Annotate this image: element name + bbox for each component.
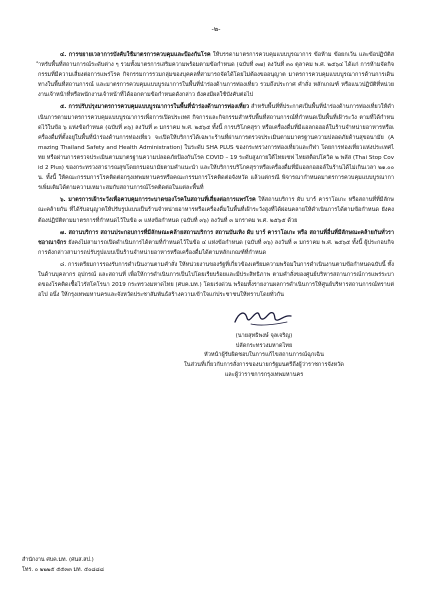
paragraph-5 [38, 102, 394, 193]
signatory-title-3: ในส่วนที่เกี่ยวกับการสั่งการของนายกรัฐมนตรีถึงผู้ว่าราชการจังหวัด [184, 362, 344, 369]
paragraph-8-body: ๘. การเตรียมการรองรับการดำเนินงานตามคำสั่ง ให้หน่วยงานของรัฐที่เกี่ยวข้องเตรียมความพร้อมในการดำเนินงานตามข้อกำหนดฉบับนี้ ทั้งในด้านบุคลากร อุปกรณ์ และสถานที่ เพื่อให้การดำเนินการเป็นไปโดยเรียบร้อยและมีประสิทธิภาพ ตามคำสั่งของศูนย์บริหารสถานการณ์การแพร่ระบาดของโรคติดเชื้อไวรัสโคโรนา 2019 กระทรวงมหาดไทย (ศบค.มท.) โดยเร่งด่วน พร้อมทั้งรายงานผลการดำเนินการให้ศูนย์บริหารสถานการณ์ทราบต่อไป อนึ่ง ให้กรุงเทพมหานครและจังหวัดประชาสัมพันธ์สร้างความเข้าใจแก่ประชาชนให้ทราบโดยทั่วกัน [38, 261, 394, 299]
page-number: -๒- [211, 25, 221, 33]
paragraph-6 [38, 195, 394, 225]
signatory-name: (นายสุทธิพงษ์ จุลเจริญ) [235, 333, 293, 340]
paragraph-8 [38, 260, 394, 300]
paragraph-5-heading: ๕. การปรับปรุงมาตรการควบคุมแบบบูรณาการในพื้นที่นำร่องด้านการท่องเที่ยว [60, 104, 250, 111]
paragraph-4-heading: ๔. การขยายเวลาการบังคับใช้มาตรการควบคุมและป้องกันโรค [60, 52, 211, 58]
handwritten-signature [229, 304, 299, 330]
paragraph-7-body: ยังคงไม่สามารถเปิดดำเนินการได้ตามที่กำหนดไว้ในข้อ ๔ แห่งข้อกำหนด (ฉบับที่ ๓๖) ลงวันที่ ๓ มกราคม พ.ศ. ๒๕๖๕ ทั้งนี้ ผู้ประกอบกิจการดังกล่าวสามารถปรับรูปแบบเป็นร้านจำหน่ายอาหารหรือเครื่องดื่มได้ตามหลักเกณฑ์ที่กำหนด [38, 239, 394, 256]
paragraph-4-body: ให้บรรดามาตรการควบคุมแบบบูรณาการ ข้อห้าม ข้อยกเว้น และข้อปฏิบัติสำหรับพื้นที่สถานการณ์ระดับต่าง ๆ รวมทั้งมาตรการเสริมความพร้อมตามข้อกำหนด (ฉบับที่ ๓๗) ลงวันที่ ๓๐ ตุลาคม พ.ศ. ๒๕๖๔ ได้แก่ การห้ามจัดกิจกรรมที่มีความเสี่ยงต่อการแพร่โรค กิจกรรมการรวมกลุ่มของบุคคลที่สามารถจัดได้โดยไม่ต้องขออนุญาต มาตรการควบคุมแบบบูรณาการด้านการเดินทางในพื้นที่สถานการณ์ และมาตรการควบคุมแบบบูรณาการในพื้นที่นำร่องด้านการท่องเที่ยว รวมถึงประกาศ คำสั่ง หลักเกณฑ์ หรือแนวปฏิบัติที่หน่วยงานเจ้าหน้าที่หรือพนักงานเจ้าหน้าที่ได้ออกตามข้อกำหนดดังกล่าว ยังคงมีผลใช้บังคับต่อไป [38, 52, 394, 99]
signatory-title-4: และผู้ว่าราชการกรุงเทพมหานคร [224, 371, 304, 378]
paragraph-7 [38, 228, 394, 258]
paragraph-7-heading: ๗. สถานบริการ สถานประกอบการที่มีลักษณะคล้ายสถานบริการ สถานบันเทิง ผับ บาร์ คาราโอเกะ หรือ สถานที่อื่นที่มีลักษณะคล้ายกันทั่วราชอาณาจักร [38, 229, 394, 246]
signature-block [38, 304, 394, 380]
footer [22, 556, 104, 575]
footer-phone: โทร. ๐ ๒๒๒๕ ๕๕๓๓ มท. ๕๐๘๘๘ [22, 566, 104, 573]
signatory-title-1: ปลัดกระทรวงมหาดไทย [235, 342, 293, 349]
paragraph-5-body: สำหรับพื้นที่ที่ประกาศเป็นพื้นที่นำร่องด้านการท่องเที่ยวให้ดำเนินการตามมาตรการควบคุมแบบบูรณาการเพื่อการเปิดประเทศ กิจการและกิจกรรมสำหรับพื้นที่สถานการณ์ที่กำหนดเป็นพื้นที่เฝ้าระวัง ตามที่ได้กำหนดไว้ในข้อ ๖ แห่งข้อกำหนด (ฉบับที่ ๓๖) ลงวันที่ ๓ มกราคม พ.ศ. ๒๕๖๕ ทั้งนี้ การบริโภคสุรา หรือเครื่องดื่มที่มีแอลกอฮอล์ในร้านจำหน่ายอาหารหรือเครื่องดื่มที่ตั้งอยู่ในพื้นที่นำร่องด้านการท่องเที่ยว จะเปิดให้บริการได้เฉพาะร้านที่ผ่านการตรวจประเมินตามมาตรฐานความปลอดภัยด้านสุขอนามัย (Amazing Thailand Safety and Health Administration) ในระดับ SHA PLUS ของกระทรวงการท่องเที่ยวและกีฬา โดยการท่องเที่ยวแห่งประเทศไทย หรือผ่านการตรวจประเมินตามมาตรฐานความปลอดภัยป้องกันโรค COVID – 19 ระดับสูงภายใต้ไทยเซฟ ไทยสต็อปโควิด ๒ พลัส (Thai Stop Covid 2 Plus) ของกระทรวงสาธารณสุขโดยกรมอนามัยตามคำแนะนำ และให้บริการบริโภคสุราหรือเครื่องดื่มที่มีแอลกอฮอล์ในร้านได้ไม่เกินเวลา ๒๑.๐๐ น. ทั้งนี้ ให้คณะกรรมการโรคติดต่อกรุงเทพมหานครหรือคณะกรรมการโรคติดต่อจังหวัด แล้วแต่กรณี พิจารณากำหนดมาตรการควบคุมแบบบูรณาการเพิ่มเติมได้ตามความเหมาะสมกับสถานการณ์โรคติดต่อในแต่ละพื้นที่ [38, 104, 394, 192]
footer-office: สำนักงาน ศบค.มท. (ศนส.สป.) [22, 557, 94, 563]
paragraph-6-body: ให้สถานบริการ ผับ บาร์ คาราโอเกะ หรือสถานที่ที่มีลักษณะคล้ายกัน ที่ได้รับอนุญาตให้ปรับรูปแบบเป็นร้านจำหน่ายอาหารหรือเครื่องดื่มในพื้นที่เฝ้าระวังสูงที่ได้ผ่อนคลายให้ดำเนินการได้ตามข้อกำหนด ยังคงต้องปฏิบัติตามมาตรการที่กำหนดไว้ในข้อ ๓ แห่งข้อกำหนด (ฉบับที่ ๓๖) ลงวันที่ ๓ มกราคม พ.ศ. ๒๕๖๕ ด้วย [38, 197, 394, 224]
signatory-title-2: หัวหน้าผู้รับผิดชอบในการแก้ไขสถานการณ์ฉุกเฉิน [204, 352, 324, 359]
paragraph-6-heading: ๖. มาตรการเฝ้าระวังเพื่อควบคุมการระบาดของโรคในสถานที่เสี่ยงต่อการแพร่โรค [60, 197, 256, 204]
paragraph-4 [38, 50, 394, 100]
